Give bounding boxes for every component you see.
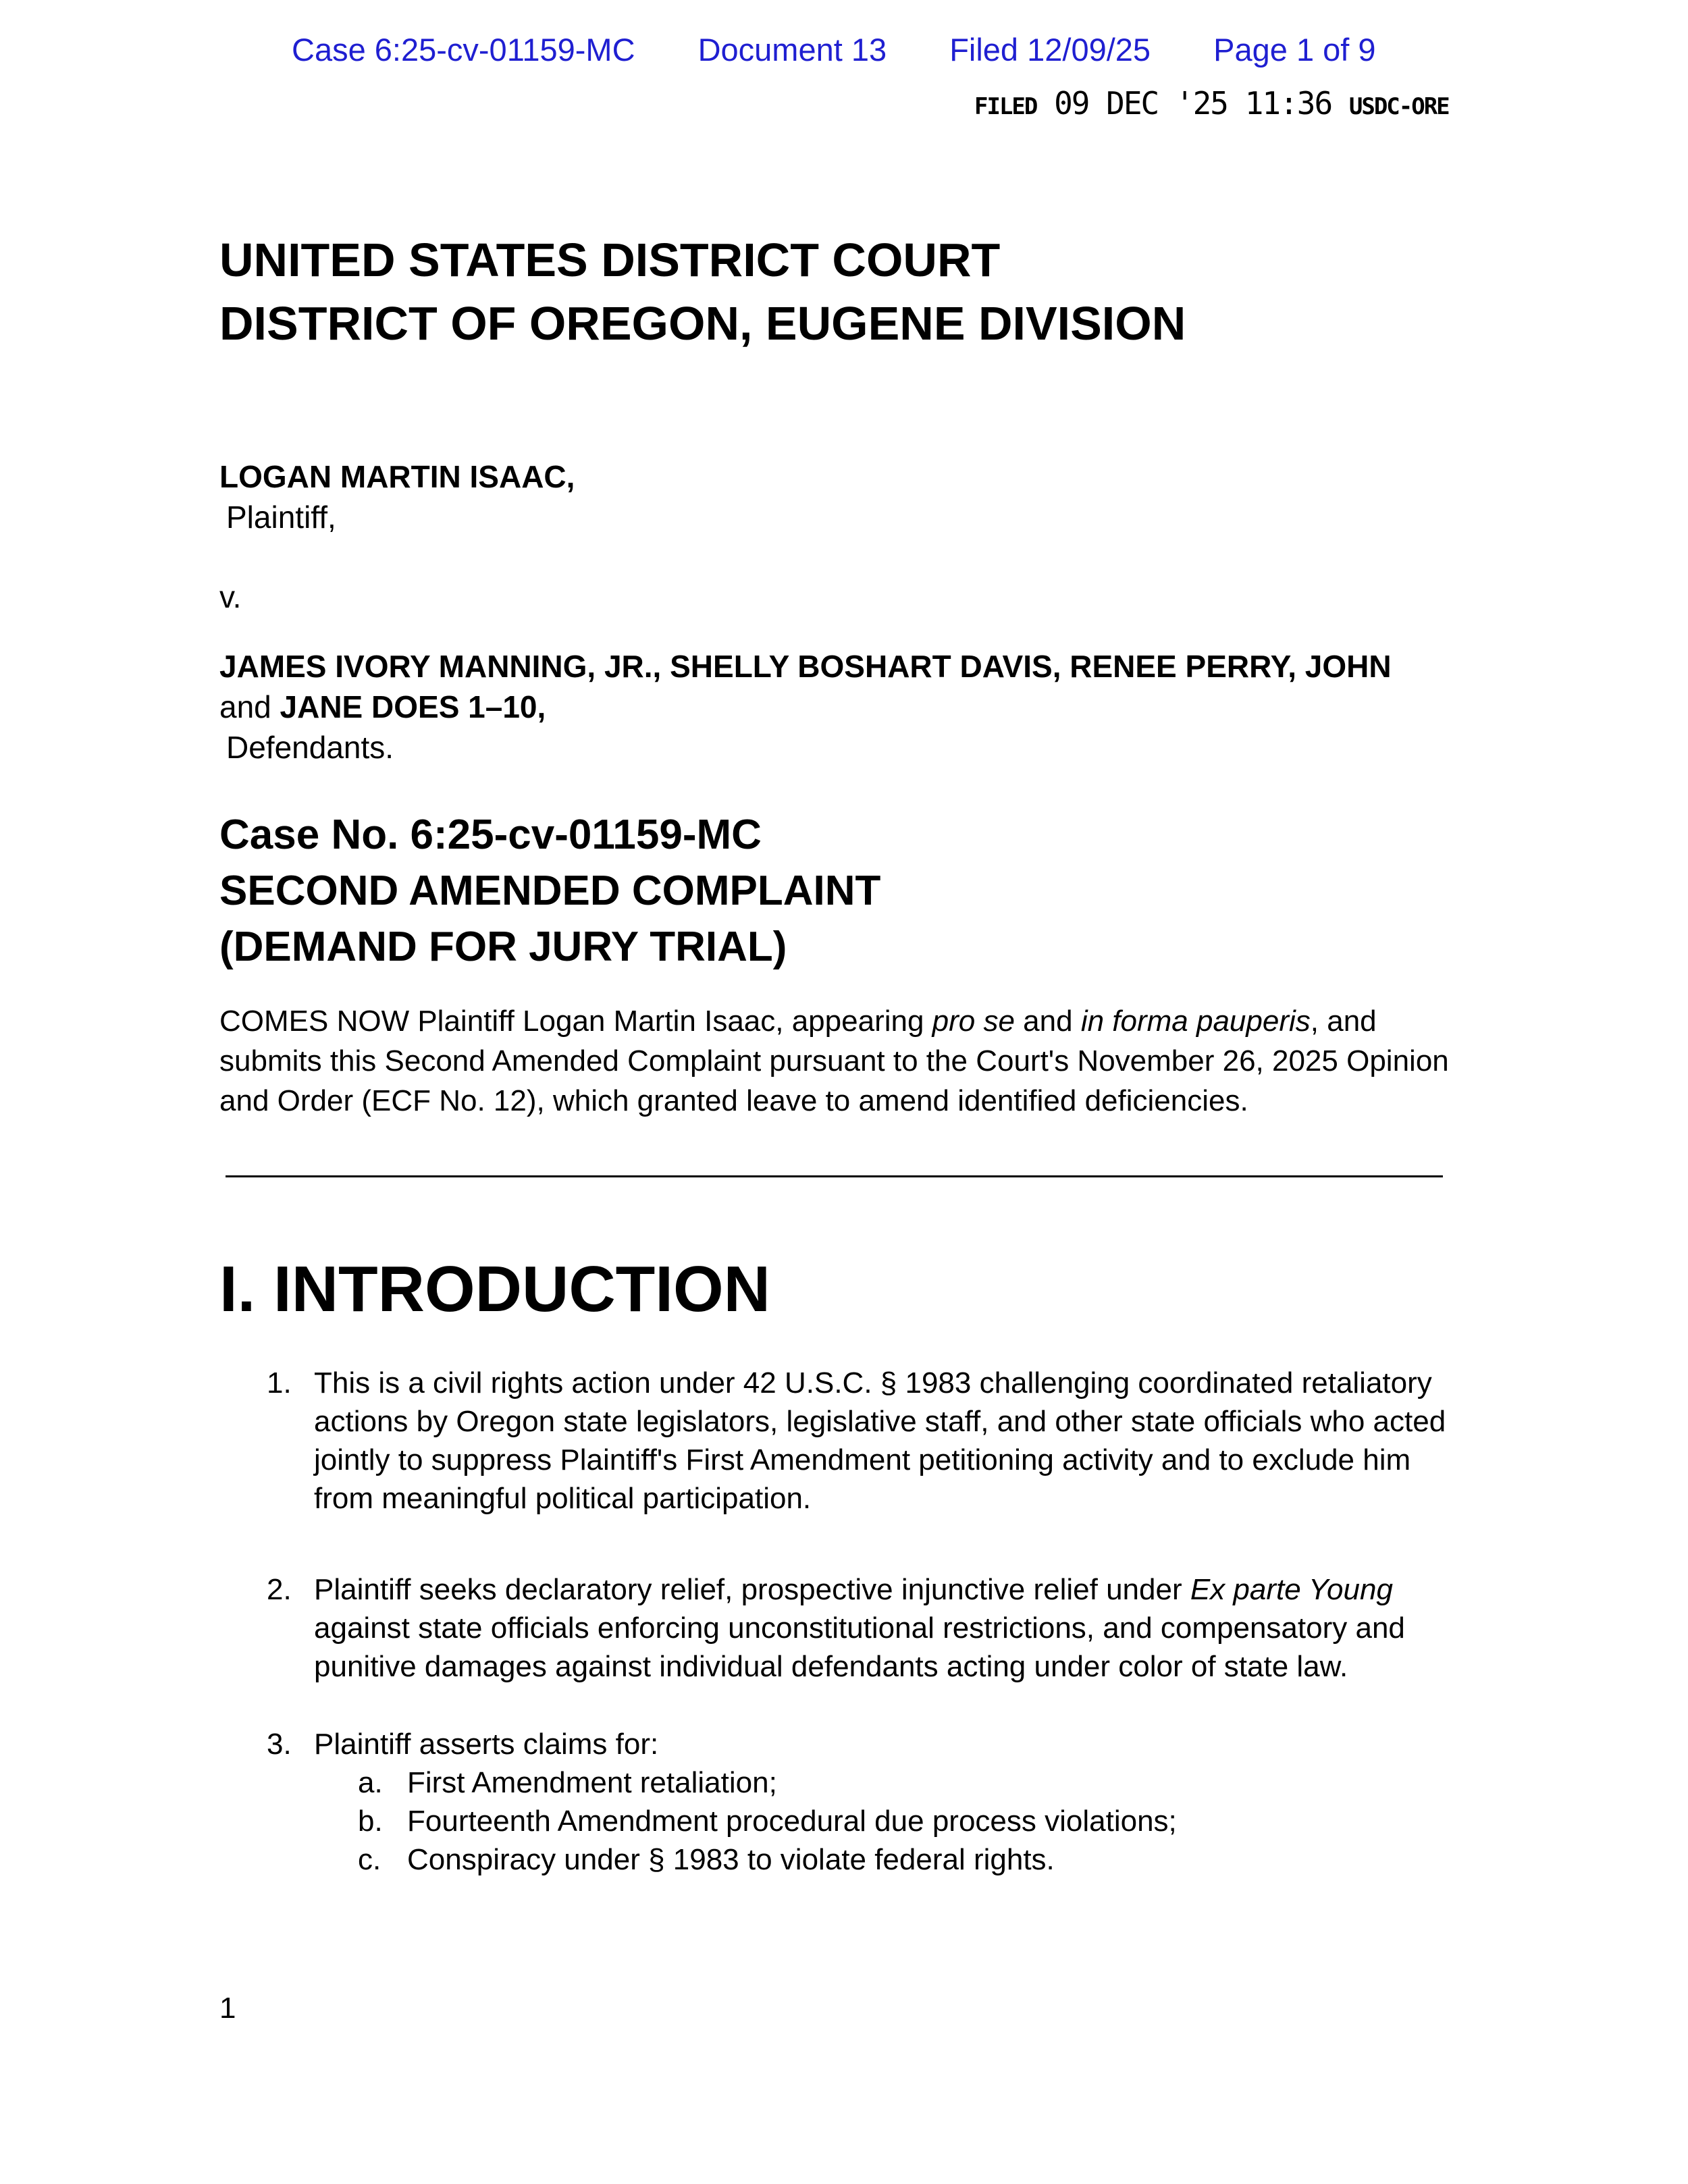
paragraph-text: Plaintiff asserts claims for: [314, 1728, 659, 1761]
court-heading [219, 228, 1186, 355]
paragraph-text: This is a civil rights action under 42 U.S.C. § 1983 challenging coordinated retaliatory actions by Oregon state legislators, legislative staff, and other state officials who acted jointly to suppress Plaintiff's First Amendment petitioning activity and to exclude him from meaningful political participation. [314, 1366, 1446, 1515]
defendants-line2 [219, 687, 1392, 727]
page-number: 1 [219, 1992, 236, 2025]
plaintiff-role: Plaintiff, [226, 500, 336, 535]
court-name: UNITED STATES DISTRICT COURT [219, 234, 1001, 286]
case-number: Case No. 6:25-cv-01159-MC [219, 811, 762, 858]
paragraph-number: 3. [267, 1728, 292, 1761]
ecf-filed-date: Filed 12/09/25 [949, 32, 1151, 68]
paragraph-number: 1. [267, 1366, 292, 1400]
document-title: SECOND AMENDED COMPLAINT [219, 868, 881, 914]
list-item-text: Fourteenth Amendment procedural due process violations; [407, 1805, 1177, 1838]
list-item-text: First Amendment retaliation; [407, 1766, 777, 1799]
list-item [358, 1840, 1177, 1879]
defendants-does: JANE DOES 1–10, [280, 689, 546, 724]
pro-se-term: pro se [932, 1005, 1015, 1038]
defendants-block [219, 646, 1392, 768]
paragraph-text [314, 1570, 1469, 1686]
paragraph-text-2: against state officials enforcing unconstitutional restrictions, and compensatory and punitive damages against individual defendants acting under color of state law. [314, 1612, 1405, 1683]
list-item-text: Conspiracy under § 1983 to violate federal rights. [407, 1843, 1055, 1876]
opening-text-2: and [1014, 1005, 1081, 1038]
ifp-term: in forma pauperis [1080, 1005, 1311, 1038]
opening-text-1: COMES NOW Plaintiff Logan Martin Isaac, appearing [219, 1005, 932, 1038]
filed-stamp-datetime: 09 DEC '25 11:36 [1054, 85, 1332, 122]
list-item [358, 1763, 1177, 1802]
horizontal-rule [226, 1175, 1443, 1177]
filed-stamp [974, 85, 1449, 122]
claims-list [358, 1763, 1177, 1879]
ecf-case-number: Case 6:25-cv-01159-MC [292, 32, 635, 68]
paragraph-text-1: Plaintiff seeks declaratory relief, prospective injunctive relief under [314, 1573, 1190, 1606]
list-item-letter: a. [358, 1766, 383, 1799]
ecf-document-number: Document 13 [697, 32, 887, 68]
filed-stamp-prefix: FILED [974, 93, 1037, 120]
court-division: DISTRICT OF OREGON, EUGENE DIVISION [219, 297, 1186, 350]
jury-demand: (DEMAND FOR JURY TRIAL) [219, 924, 787, 970]
paragraph-2 [267, 1570, 1469, 1686]
plaintiff-block [219, 456, 575, 537]
caption-title [219, 807, 880, 975]
plaintiff-name: LOGAN MARTIN ISAAC, [219, 459, 575, 494]
list-item [358, 1802, 1177, 1840]
filed-stamp-court: USDC-ORE [1348, 93, 1449, 120]
ex-parte-young-term: Ex parte Young [1190, 1573, 1393, 1606]
list-item-letter: b. [358, 1805, 383, 1838]
section-heading: I. INTRODUCTION [219, 1253, 770, 1325]
paragraph-3 [267, 1725, 1469, 1763]
opening-paragraph [219, 1001, 1475, 1121]
opening-text-3: , and submits this Second Amended Complaint pursuant to the Court's November 26, 2025 Opinion and Order (ECF No. 12), which granted leave to amend identified deficiencies. [219, 1005, 1449, 1117]
defendants-role: Defendants. [226, 730, 394, 765]
ecf-page-indicator: Page 1 of 9 [1213, 32, 1376, 68]
defendants-names: JAMES IVORY MANNING, JR., SHELLY BOSHART DAVIS, RENEE PERRY, JOHN [219, 649, 1392, 684]
paragraph-number: 2. [267, 1573, 292, 1606]
paragraph-1 [267, 1364, 1469, 1518]
defendants-and: and [219, 689, 271, 724]
list-item-letter: c. [358, 1843, 381, 1876]
ecf-header [292, 31, 1376, 68]
versus: v. [219, 579, 242, 614]
